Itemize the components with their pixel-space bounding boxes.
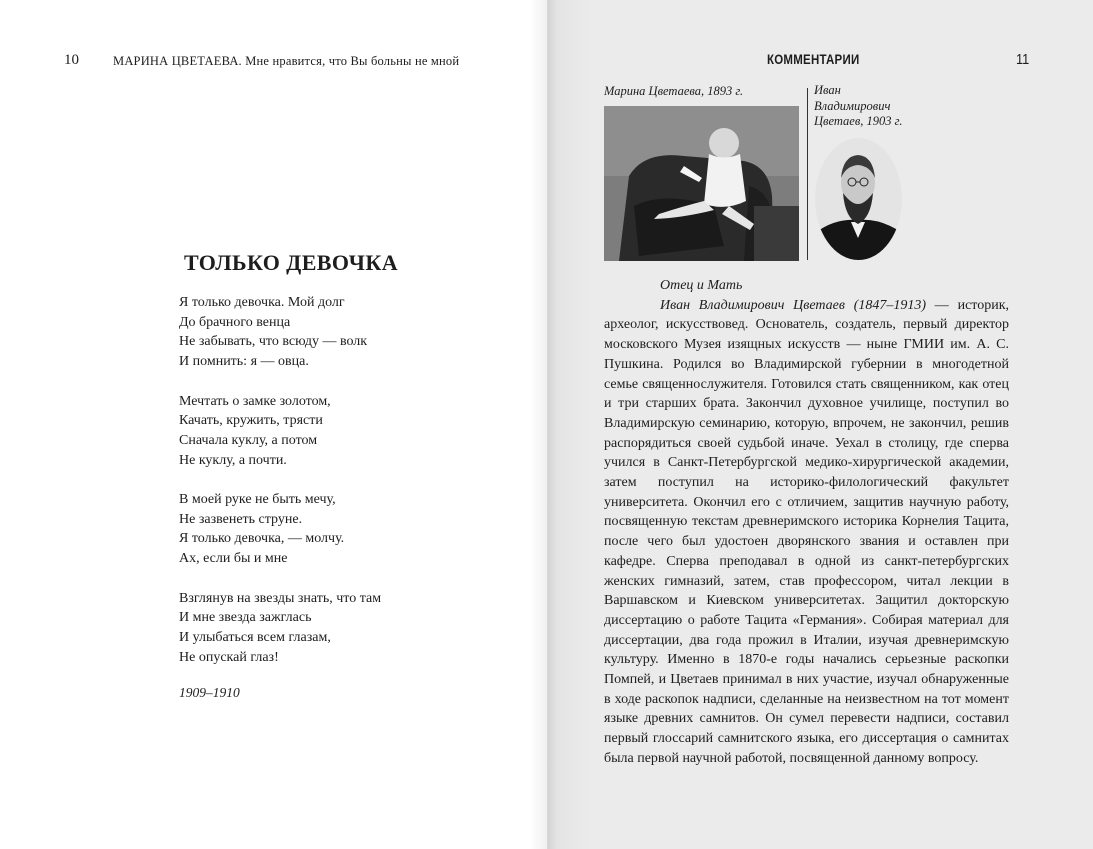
commentary-text [604,276,1009,769]
photo-caption-marina: Марина Цветаева, 1893 г. [604,84,744,98]
poem-line: Взглянув на звезды знать, что там [179,590,382,606]
poem-line: Не куклу, а почти. [179,452,287,468]
left-page-number: 10 [64,52,79,68]
poem-line: В моей руке не быть мечу, [179,492,336,507]
commentary-lead: Иван Владимирович Цветаев (1847–1913) [660,297,927,313]
caption-line: Цветаев, 1903 г. [814,114,903,128]
portrait-illustration [815,138,902,260]
caption-line: Владимирович [814,98,891,113]
commentary-body: — историк, археолог, искусствовед. Основатель, создатель, первый директор московского Музея изящных искусств — ныне ГМИИ им. А. С. Пушкина. Родился во Владимирской губернии в многодетной семье священнослужителя. Готовился стать священником, как отец и три старших брата. Закончил духовное училище, поступил во Владимирскую семинарию, которую, впрочем, не закончил, решив распорядиться своей судьбой иначе. Уехал в столицу, где сперва учился в Санкт-Петербургской медико-хирургической академии, затем поступил на историко-филологический факультет университета. Окончил его с отличием, защитив научную работу, посвященную текстам древнеримского историка Корнелия Тацита, после чего был удостоен дворянского звания и оставлен при кафедре. Сперва преподавал в одной из санкт-петербургских женских гимназий, затем, став профессором, читал лекции в Варшавском и Киевском университетах. Защитил докторскую диссертацию о работе Тацита «Германия». Собирая материал для диссертации, два года прожил в Италии, изучая древнеримскую культуру. Именно в 1870-е годы начались серьезные раскопки Помпей, и Цветаев принимал в них участие, изучал обнаруженные в ходе раскопок надписи, сделанные на неизвестном на тот момент языке древних самнитов. Он сумел перевести надписи, составил первый глоссарий самнитского языка, его диссертация о самнитах была первой научной работой, посвященной данному вопросу. [604,297,1010,766]
poem-line: И мне звезда зажглась [179,610,312,626]
poem-date: 1909–1910 [179,685,240,700]
right-page-number: 11 [1016,51,1030,68]
poem-title: ТОЛЬКО ДЕВОЧКА [184,250,398,275]
poem-line: Я только девочка. Мой долг [179,295,345,310]
photo-marina-child [604,106,799,261]
photo-caption-ivan [814,83,902,130]
poem-line: Качать, кружить, трясти [179,413,323,429]
poem-stanza [179,490,381,569]
poem-line: Мечтать о замке золотом, [179,393,331,409]
caption-line: Иван [814,83,841,97]
poem-line: До брачного венца [179,314,291,330]
poem-line: Ах, если бы и мне [179,551,288,567]
poem-stanza [179,589,381,668]
poem-line: И улыбаться всем глазам, [179,629,331,645]
photo-ivan-tsvetaev [815,138,902,260]
poem-stanza [179,293,381,372]
poem-line: Не забывать, что всюду — волк [179,334,368,350]
poem-line: И помнить: я — овца. [179,354,309,370]
poem-line: Сначала куклу, а потом [179,432,318,448]
book-gutter [530,0,590,849]
poem-stanza [179,392,381,471]
poem-line: Я только девочка, — молчу. [179,531,345,547]
poem-line: Не опускай глаз! [179,649,279,665]
child-photo-illustration [604,106,799,261]
section-header: КОММЕНТАРИИ [767,51,860,67]
caption-divider [807,88,808,260]
poem-body [179,293,381,687]
commentary-paragraph [604,296,1009,769]
commentary-subheading: Отец и Мать [660,278,743,293]
running-header: МАРИНА ЦВЕТАЕВА. Мне нравится, что Вы больны не мной [113,54,460,68]
poem-line: Не зазвенеть струне. [179,511,303,527]
